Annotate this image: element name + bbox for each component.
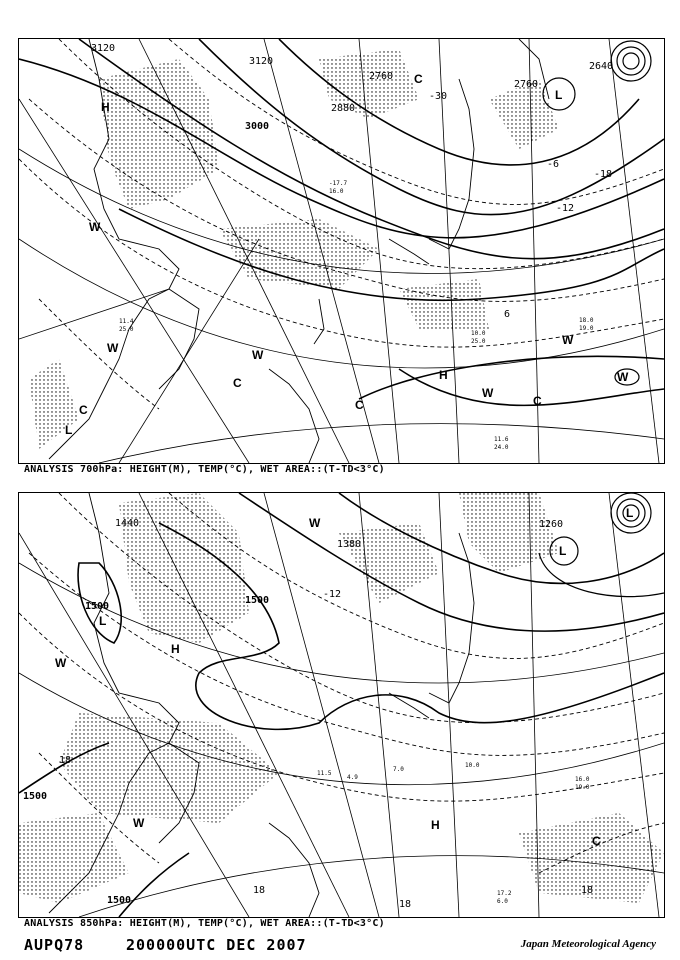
high-center: H <box>431 818 440 832</box>
caption-700hpa: ANALYSIS 700hPa: HEIGHT(M), TEMP(°C), WET AREA::(T-TD<3°C) <box>24 464 385 475</box>
warm-center: W <box>617 370 629 384</box>
station-obs: 11.5 <box>317 770 332 777</box>
warm-center: W <box>133 816 145 830</box>
caption-850hpa: ANALYSIS 850hPa: HEIGHT(M), TEMP(°C), WET AREA::(T-TD<3°C) <box>24 918 385 929</box>
wet-area <box>399 279 489 329</box>
height-label: 1500 <box>107 895 132 906</box>
height-label: 1260 <box>539 519 564 530</box>
temp-label: -18 <box>594 169 613 180</box>
station-obs: 11.4 <box>119 318 134 325</box>
station-obs: 18.0 <box>579 317 594 324</box>
height-label: 2760 <box>514 79 539 90</box>
station-obs: 19.0 <box>575 784 590 791</box>
station-obs: 11.6 <box>494 436 509 443</box>
warm-center: W <box>252 348 264 362</box>
cold-center: C <box>533 394 542 408</box>
wet-area <box>459 493 559 573</box>
temp-label: 18 <box>59 755 72 766</box>
high-center: H <box>439 368 448 382</box>
station-obs: 10.0 <box>465 762 480 769</box>
wet-area <box>219 219 379 289</box>
height-label: 2760 <box>369 71 394 82</box>
station-obs: 24.0 <box>494 444 509 451</box>
height-label: 1500 <box>23 791 48 802</box>
warm-center: W <box>309 516 321 530</box>
temp-label: -30 <box>429 91 448 102</box>
warm-center: W <box>55 656 67 670</box>
wet-area <box>59 713 279 823</box>
station-obs: -17.7 <box>329 180 348 187</box>
agency-credit: Japan Meteorological Agency <box>520 938 656 950</box>
station-obs: 7.0 <box>393 766 404 773</box>
map-850hpa-svg <box>19 493 664 917</box>
map-panel-850hpa <box>18 492 665 918</box>
station-obs: 10.0 <box>471 330 486 337</box>
low-center: L <box>626 506 634 520</box>
height-label: 2880 <box>331 103 356 114</box>
map-panel-700hpa <box>18 38 665 464</box>
station-obs: 17.2 <box>497 890 512 897</box>
station-obs: 4.9 <box>347 774 358 781</box>
station-obs: 19.0 <box>579 325 594 332</box>
wet-area <box>339 523 439 603</box>
temp-label: 18 <box>581 885 594 896</box>
bulletin-code: AUPQ78 <box>24 936 85 954</box>
low-center: L <box>65 423 73 437</box>
analysis-time: 200000UTC DEC 2007 <box>126 936 307 954</box>
high-center: H <box>171 642 180 656</box>
station-obs: 25.0 <box>119 326 134 333</box>
cold-center: C <box>79 403 88 417</box>
station-obs: 16.0 <box>575 776 590 783</box>
height-label: 3000 <box>245 121 270 132</box>
height-label: 3120 <box>249 56 274 67</box>
station-obs: 6.0 <box>497 898 508 905</box>
low-center-rings <box>539 493 664 597</box>
warm-center: W <box>562 333 574 347</box>
height-label: 1380 <box>337 539 362 550</box>
low-center: L <box>555 88 563 102</box>
height-label: 2640 <box>589 61 614 72</box>
height-label: 1440 <box>115 518 140 529</box>
map-700hpa-svg <box>19 39 664 463</box>
temperature-contours <box>19 493 664 873</box>
warm-center: W <box>107 341 119 355</box>
warm-center: W <box>89 220 101 234</box>
low-center: L <box>559 544 567 558</box>
cold-center: C <box>355 398 364 412</box>
temp-label: 18 <box>399 899 412 910</box>
height-label: 1500 <box>245 595 270 606</box>
cold-center: C <box>233 376 242 390</box>
height-label: 1500 <box>85 601 110 612</box>
low-center: L <box>99 614 107 628</box>
cold-center: C <box>592 834 601 848</box>
temp-label: -12 <box>556 203 575 214</box>
temp-label: 18 <box>253 885 266 896</box>
wet-area <box>99 59 219 209</box>
temp-label: -12 <box>323 589 342 600</box>
wet-areas <box>19 493 664 903</box>
temp-label: 6 <box>504 309 511 320</box>
station-obs: 16.0 <box>329 188 344 195</box>
cold-center: C <box>414 72 423 86</box>
height-label: 3120 <box>91 43 116 54</box>
temp-label: -6 <box>547 159 560 170</box>
warm-center: W <box>482 386 494 400</box>
station-obs: 25.0 <box>471 338 486 345</box>
high-center: H <box>101 100 110 114</box>
